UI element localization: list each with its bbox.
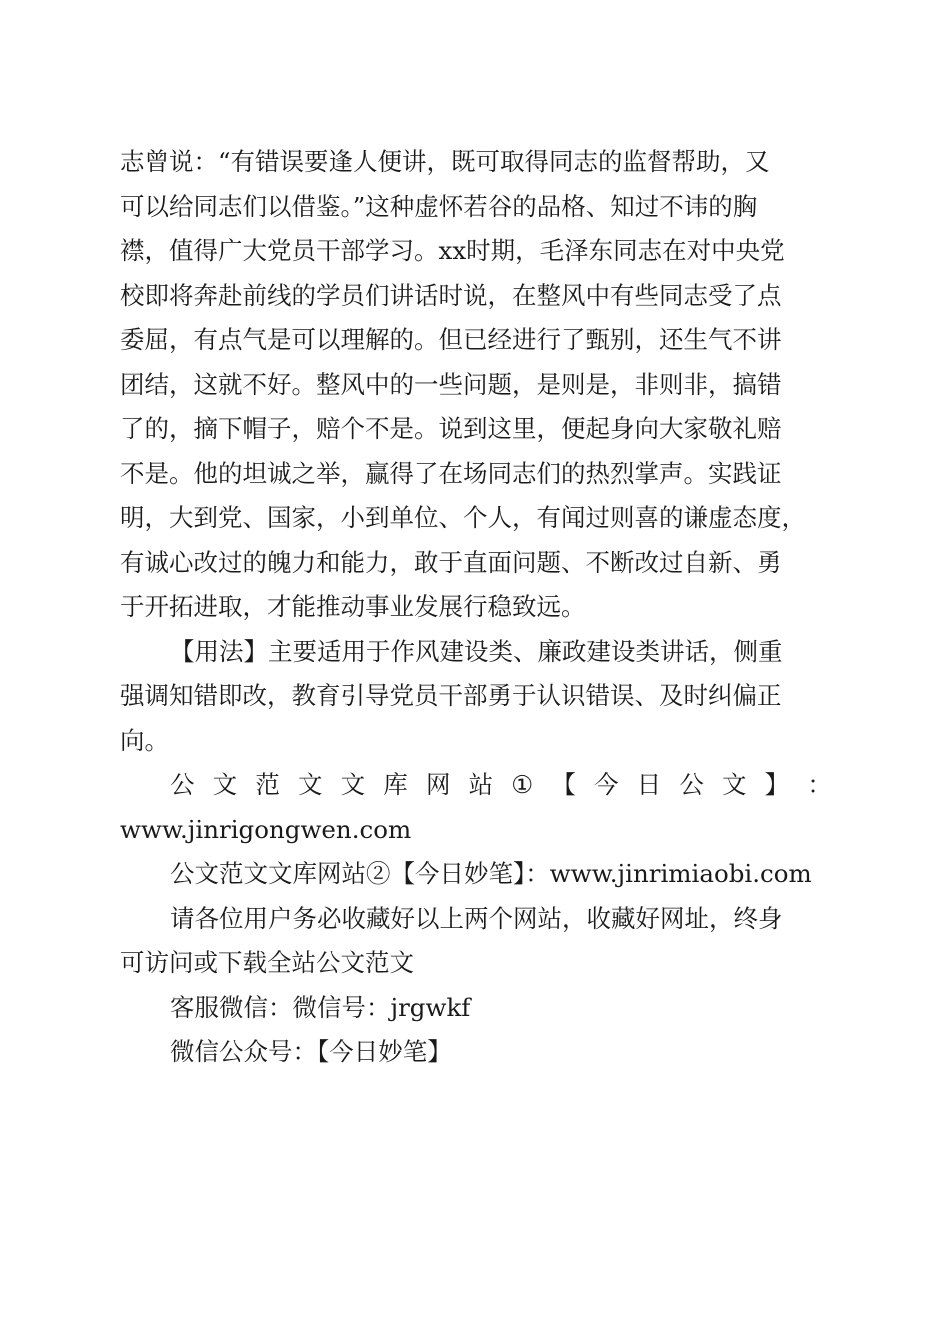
- usage-line: 强调知错即改，教育引导党员干部勇于认识错误、及时纠偏正: [120, 681, 782, 710]
- site1-char: 文: [340, 770, 366, 799]
- site1-char: 站: [468, 770, 494, 799]
- site1-char: 库: [383, 770, 408, 799]
- usage-line: 【用法】主要适用于作风建设类、廉政建设类讲话，侧重: [170, 636, 783, 666]
- notice-line: 可访问或下载全站公文范文: [120, 948, 414, 977]
- site1-char: 公: [170, 770, 195, 799]
- site1-char: 范: [255, 770, 280, 799]
- body-line: 团结，这就不好。整风中的一些问题，是则是，非则非，搞错: [120, 369, 782, 399]
- body-line: 不是。他的坦诚之举，赢得了在场同志们的热烈掌声。实践证: [120, 458, 782, 488]
- body-line: 了的，摘下帽子，赔个不是。说到这里，便起身向大家敬礼赔: [120, 414, 782, 443]
- site1-char: 公: [679, 770, 704, 799]
- site2-line[interactable]: 公文范文文库网站②【今日妙笔】：www.jinrimiaobi.com: [170, 859, 812, 888]
- service-wechat-line: 客服微信：微信号：jrgwkf: [170, 992, 471, 1022]
- body-line: 襟，值得广大党员干部学习。xx时期，毛泽东同志在对中央党: [120, 236, 785, 265]
- body-line: 明，大到党、国家，小到单位、个人，有闻过则喜的谦虚态度，: [120, 503, 806, 532]
- site1-char: 今: [594, 770, 619, 799]
- body-line: 可以给同志们以借鉴。”这种虚怀若谷的品格、知过不讳的胸: [120, 191, 758, 221]
- site1-char: 日: [636, 770, 662, 799]
- body-line: 于开拓进取，才能推动事业发展行稳致远。: [120, 592, 586, 621]
- body-line: 有诚心改过的魄力和能力，敢于直面问题、不断改过自新、勇: [120, 547, 782, 577]
- site1-char: 文: [297, 770, 323, 799]
- body-line: 委屈，有点气是可以理解的。但已经进行了甄别，还生气不讲: [120, 325, 782, 354]
- body-line: 校即将奔赴前线的学员们讲话时说，在整风中有些同志受了点: [120, 280, 782, 310]
- site1-char: ①: [511, 770, 534, 799]
- body-line: 志曾说：“有错误要逢人便讲，既可取得同志的监督帮助，又: [120, 147, 770, 176]
- official-account-line: 微信公众号：【今日妙笔】: [170, 1037, 452, 1066]
- site1-url[interactable]: www.jinrigongwen.com: [120, 814, 412, 844]
- site1-char: 网: [425, 770, 451, 799]
- site1-char: 】: [764, 770, 790, 799]
- site1-char: 【: [551, 770, 576, 799]
- site1-char: 文: [212, 770, 238, 799]
- usage-line: 向。: [120, 725, 169, 755]
- site1-line: [120, 763, 832, 808]
- document-page: [120, 140, 832, 1075]
- site1-char: 文: [722, 770, 747, 799]
- notice-line: 请各位用户务必收藏好以上两个网站，收藏好网址，终身: [170, 903, 783, 933]
- site1-char: ：: [807, 770, 832, 799]
